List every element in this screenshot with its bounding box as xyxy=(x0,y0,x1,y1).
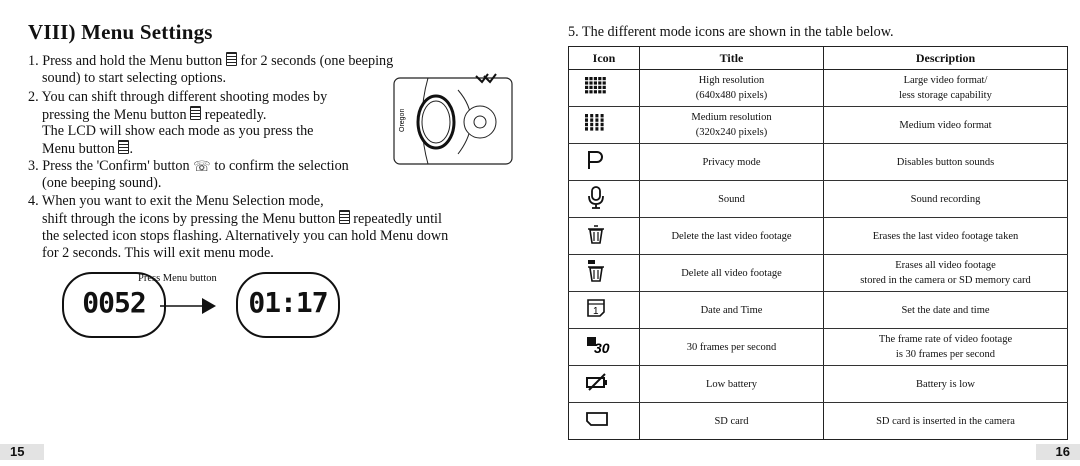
page-number: 15 xyxy=(0,444,44,460)
row-title: Low battery xyxy=(640,366,824,403)
svg-text:30: 30 xyxy=(594,339,610,356)
step-text: sound) to start selecting options. xyxy=(42,70,227,86)
privacy-mode-icon xyxy=(569,144,640,181)
row-title: Medium resolution (320x240 pixels) xyxy=(640,107,824,144)
figure-caption: Press Menu button xyxy=(138,273,217,284)
step-text: repeatedly. xyxy=(201,107,267,123)
table-row xyxy=(569,70,1068,107)
svg-text:1: 1 xyxy=(593,305,599,317)
row-description: Erases all video footage stored in the camera or SD memory card xyxy=(824,255,1068,292)
step-line xyxy=(42,175,161,193)
device-illustration xyxy=(388,70,518,170)
row-description: Sound recording xyxy=(824,181,1068,218)
step-text: 1. Press and hold the Menu button xyxy=(28,53,226,69)
step-line xyxy=(42,228,448,246)
menu-button-icon xyxy=(118,140,129,154)
trash-all-icon xyxy=(569,255,640,292)
step-line xyxy=(28,193,324,211)
step-text: 3. Press the 'Confirm' button xyxy=(28,158,194,174)
medium-resolution-icon xyxy=(569,107,640,144)
step-line xyxy=(42,210,442,229)
step-text: Menu button xyxy=(42,141,119,157)
row-title: SD card xyxy=(640,403,824,440)
table-row xyxy=(569,144,1068,181)
row-description: SD card is inserted in the camera xyxy=(876,415,1015,427)
step-line xyxy=(42,245,274,263)
device-brand-label: Oregon xyxy=(399,108,406,132)
table-row xyxy=(569,366,1068,403)
header-icon: Icon xyxy=(569,47,640,70)
step-text: to confirm the selection xyxy=(210,158,349,174)
row-title: Date and Time xyxy=(640,292,824,329)
step-text: . xyxy=(129,141,133,157)
trash-icon xyxy=(569,218,640,255)
table-row xyxy=(569,292,1068,329)
step-line xyxy=(28,89,327,107)
row-description: Large video format/ less storage capability xyxy=(824,70,1068,107)
step-line xyxy=(42,123,313,141)
table-intro: 5. The different mode icons are shown in the table below. xyxy=(568,24,894,40)
table-row xyxy=(569,181,1068,218)
row-description: Battery is low xyxy=(824,366,1068,403)
row-title: Delete the last video footage xyxy=(640,218,824,255)
table-row xyxy=(569,218,1068,255)
step-text: 2. You can shift through different shooting modes by xyxy=(28,89,328,105)
row-title: 30 frames per second xyxy=(640,329,824,366)
header-description: Description xyxy=(824,47,1068,70)
menu-button-icon xyxy=(226,52,237,66)
row-description: Medium video format xyxy=(824,107,1068,144)
fps30-icon xyxy=(569,329,640,366)
lcd-digits: 0052 xyxy=(82,286,146,319)
mode-icons-table xyxy=(568,46,1068,440)
step-line xyxy=(42,106,266,125)
step-text: for 2 seconds (one beeping xyxy=(236,53,394,69)
section-heading: VIII) Menu Settings xyxy=(28,20,213,44)
header-title: Title xyxy=(640,47,824,70)
calendar-icon xyxy=(569,292,640,329)
row-title: Sound xyxy=(640,181,824,218)
step-line xyxy=(28,52,393,71)
row-title: High resolution (640x480 pixels) xyxy=(640,70,824,107)
table-row xyxy=(569,255,1068,292)
menu-button-icon xyxy=(339,210,350,224)
high-resolution-icon xyxy=(569,70,640,107)
row-title: Delete all video footage xyxy=(640,255,824,292)
confirm-button-icon: ☏ xyxy=(193,159,211,175)
step-text: 4. When you want to exit the Menu Selection mode, xyxy=(28,193,324,209)
step-text: shift through the icons by pressing the Menu button xyxy=(42,211,339,227)
step-text: (one beeping sound). xyxy=(42,175,162,191)
low-battery-icon xyxy=(569,366,640,403)
sd-card-icon xyxy=(569,403,640,440)
page-number: 16 xyxy=(1036,444,1080,460)
step-line xyxy=(42,70,226,88)
arrow-icon xyxy=(160,296,216,316)
table-row xyxy=(569,329,1068,366)
lcd-display-after xyxy=(236,272,340,338)
step-line xyxy=(42,140,133,159)
row-description: Set the date and time xyxy=(824,292,1068,329)
step-text: pressing the Menu button xyxy=(42,107,191,123)
step-text: repeatedly until xyxy=(349,211,442,227)
step-text: the selected icon stops flashing. Alternatively you can hold Menu down xyxy=(42,228,449,244)
step-text: The LCD will show each mode as you press the xyxy=(42,123,314,139)
step-line xyxy=(28,158,349,177)
microphone-icon xyxy=(569,181,640,218)
row-description: The frame rate of video footage is 30 frames per second xyxy=(824,329,1068,366)
menu-button-icon xyxy=(190,106,201,120)
lcd-digits: 01:17 xyxy=(248,286,328,319)
table-row xyxy=(569,403,1068,440)
step-text: for 2 seconds. This will exit menu mode. xyxy=(42,245,274,261)
row-description: Disables button sounds xyxy=(824,144,1068,181)
row-description: Erases the last video footage taken xyxy=(824,218,1068,255)
right-page xyxy=(540,0,1080,466)
table-row xyxy=(569,107,1068,144)
row-title: Privacy mode xyxy=(640,144,824,181)
